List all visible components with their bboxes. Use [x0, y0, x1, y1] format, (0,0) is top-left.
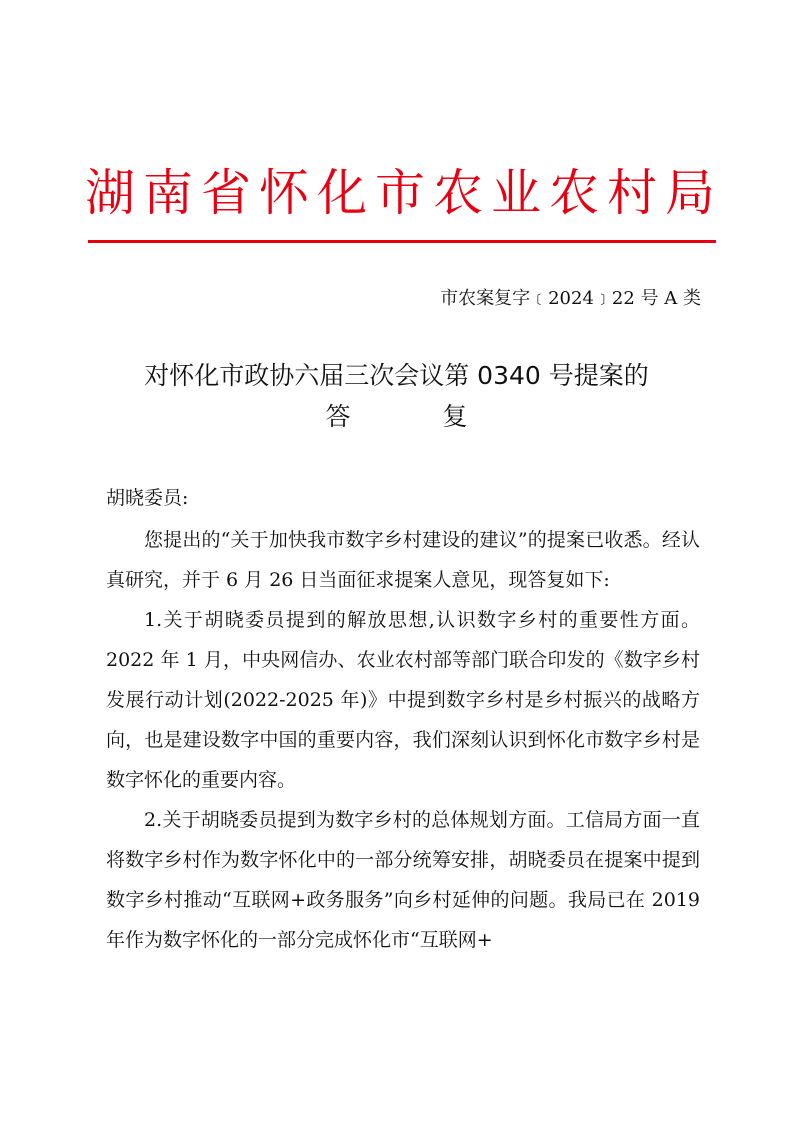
letterhead-char: 怀: [259, 164, 309, 222]
document-title-char: 复: [442, 402, 468, 431]
letterhead-char: 省: [201, 164, 251, 222]
letterhead-divider: [88, 240, 716, 243]
letterhead-char: 化: [317, 164, 367, 222]
letterhead: [85, 158, 715, 228]
document-title-char: 答: [325, 402, 351, 431]
salutation-text: 胡晓委员:: [106, 487, 189, 509]
body-paragraph: 您提出的“关于加快我市数字乡村建设的建议”的提案已收悉。经认真研究，并于 6 月 26 日当面征求提案人意见，现答复如下:: [106, 529, 700, 591]
document-number: 市农案复字﹝2024﹞22 号 A 类: [440, 288, 701, 309]
letterhead-char: 农: [433, 164, 483, 222]
letterhead-char: 局: [665, 164, 715, 222]
letterhead-char: 村: [607, 164, 657, 222]
letterhead-char: 业: [491, 164, 541, 222]
salutation: [106, 478, 700, 518]
document-body: [106, 520, 700, 960]
document-title-line-1: 对怀化市政协六届三次会议第 0340 号提案的: [144, 361, 649, 390]
body-paragraph: 1.关于胡晓委员提到的解放思想,认识数字乡村的重要性方面。2022 年 1 月，中央网信办、农业农村部等部门联合印发的《数字乡村发展行动计划(2022-2025 年)》中提到数字乡村是乡村振兴的战略方向，也是建设数字中国的重要内容，我们深刻认识到怀化市数字乡村是数字怀化的重要内容。: [106, 609, 700, 791]
letterhead-char: 农: [549, 164, 599, 222]
letterhead-char: 湖: [85, 164, 135, 222]
document-title-line-2: [0, 398, 793, 436]
body-paragraph: 2.关于胡晓委员提到为数字乡村的总体规划方面。工信局方面一直将数字乡村作为数字怀化中的一部分统筹安排，胡晓委员在提案中提到数字乡村推动“互联网+政务服务”向乡村延伸的问题。我局已在 2019 年作为数字怀化的一部分完成怀化市“互联网+: [106, 809, 700, 951]
letterhead-char: 市: [375, 164, 425, 222]
letterhead-char: 南: [143, 164, 193, 222]
